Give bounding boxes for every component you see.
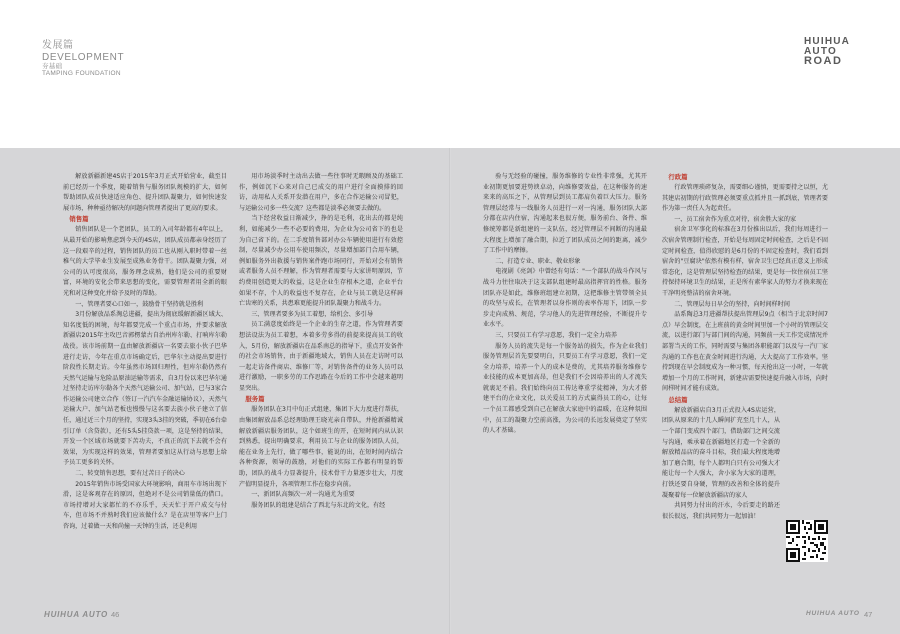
section-heading-admin: 行政篇 — [668, 173, 688, 181]
magazine-logo — [804, 37, 874, 66]
paragraph: 2015年销售市场受国家大环境影响，商用车市场出现下滑，这是客观存在的原因，但绝对不是公司销量低的借口。市场持增对大家都忙的不亦乐乎，天天忙于开户成交与付车，但市场不并熟时我们应该做什么？是在店里等客户上门咨询，过着做一天和尚撞一天钟的生活，还是利用 — [63, 480, 227, 530]
paragraph: 三、管理者要多为员工着想，给机会、多引导 — [251, 310, 374, 318]
subsection-title-cn: 夯基础 — [42, 63, 63, 70]
paragraph: 二、管理层每日早会的坚持，向时间样时间 — [674, 300, 790, 308]
paragraph: 一、新团队高频次一对一沟通尤为重要 — [251, 491, 355, 499]
paragraph: 共同努力付出的汗水，今后要走的路还很长很远，我们共同努力一起加油！ — [662, 502, 780, 520]
section-heading-sales: 销售篇 — [69, 215, 89, 224]
paragraph: 一、员工宿舍作为重点对待，宿舍胜大家的家 — [674, 215, 797, 223]
paragraph: 3月份解放品系淘总进疆，提出为彻底缓解新疆区域大、知名度低的困境，每年都要完成一个重点市场，并要求解放新疆店2015年主攻巴音郭楞蒙古自治州库尔勒、打响库尔勒战役。该市场前期一直由解放新疆店一名要去旅小伙子巴华进行走访，今年在重点市场确定后，巴华尔主动提出要进行阶段性长期走访。今年虽然市场回归理性，但库尔勒仍然有天然气运输与危险品原油运输等需求，自3月份以来巴华尔通过坚持走访库尔勒各个天然气运输公司、加气站，已与3家合作运输公司建立合作（签订一汽汽车金融运输协议），天然气运输大户、加气站老板也慢慢与这名要去族小伙子建立了信任，通过近三个月的坚持，实现3头3挂的突破，季初在6台牵引订单（含贷款），还有5头5挂贷款一项，这是坚持的结果，开发一个区域市场就要下苦功夫，不真正的沉下去就不会有效果，为实现这样的效果，管理者要加这从行动与思想上给予员工更多的关怀。 — [63, 311, 227, 467]
paragraph: 电视剧《亮剑》中曾经有句话："一个部队的战斗作风与战斗力往往取决于这支部队组建时最高指挥官的性格。服务团队亦是如此，维修班组建立初期，这把维修主管带领全员的攻坚与成长，在管理者以身作则的表率作用下，团队一步步走向成熟、规范，学习他人的先进管理经验，不断提升专业水平。 — [483, 268, 647, 329]
paragraph: 一、管理者要心口如一，鼓励骨干坚持就是胜利 — [75, 300, 204, 308]
paragraph: 二、打造专业、职业、敬业形象 — [495, 257, 581, 265]
paragraph: 宿舍卫军事化的标准在3月份推出以后，我们每周进行一次宿舍管理制行检查，开始是每周固定时间检查，之后是不固定时间检查，值得欣慰的是6月份的不固定检查时，我们看到宿舍的"豆腐块"依然有模有样，宿舍卫生已经真正意义上形成常态化，这是管理层坚持检查的结果，更是每一位住宿员工坚持保持环境卫生的结果，正是所有素华家人的努力才换来现在干净明亮整洁的宿舍环境。 — [662, 226, 828, 297]
paragraph: 行政管理琐碎复杂，需要细心谨慎，更需要持之以恒，尤其建店初期的行政管理必须要重点抓并且一抓到底，管理者要作为第一责任人为起责任。 — [662, 184, 828, 213]
article-column-1 — [63, 172, 227, 592]
section-heading-service: 服务篇 — [245, 395, 265, 404]
paragraph: 服务团队在3月中旬正式组建，集团下大力度进行帮扶，由集团解放品系总经理助理王晓光亲自带队，并抢新疆精诚解放新疆店服务团队，这个如班生的开，在短时间内从认识到熟悉，提出明确要求，利用员工与企业的服务团队人员，能在业务上先行，做了哪些事，能说的出，在短时间内结合各种资源，领导的鼓励，对他们的实际工作都有明显的帮助，团队的战斗力显著提升，技术骨干力量逐步壮大，月度产值明显提升，各项管理工作在稳步向前。 — [239, 406, 403, 488]
paragraph: 三、只要员工有学习意愿，我们一定全力培养 — [495, 331, 618, 339]
article-column-3 — [483, 172, 647, 592]
paragraph: 解放新疆新建4S店于2015年3月正式开始营业，截至目前已经历一个季度，随着销售与服务团队规模的扩大，如何帮助团队成员快速适应角色、提升团队凝聚力，如何快速发展市场，种种亟待解决的问题向管理者提出了更高的要求。 — [63, 173, 227, 212]
page-number-right: 47 — [864, 610, 873, 619]
magazine-logo-line2: ROAD — [804, 55, 843, 67]
paragraph: 服务团队的组建是结合了西北与东北的文化，有经 — [251, 501, 386, 509]
page-number-left: 46 — [111, 610, 120, 619]
footer-logo-right: HUIHUA AUTO — [806, 610, 860, 617]
footer-logo-left: HUIHUA AUTO — [44, 610, 109, 619]
paragraph: 品系陶总3月进疆帮扶提出管理层9点（相当于北京时间7点）早会制度，在上班前的黄金时间里加一个小时的管理层交流，以进行部门与部门间的沟通，同频前一天工作完成情况并部署当天的工作，同时需要与集团各职能部门以及与一汽厂家沟通的工作也在黄金时间进行沟通，大大提高了工作效率。坚持到现在早会制度成为一种习惯，每天抢出这一小时，一年就增加一个月的工作时间，新建店需要快速提升融入市场，向时间样时间才能有成效。 — [662, 311, 828, 393]
paragraph: 销售团队是一个老团队，员工的入司年龄都有4年以上，从最开始的影响焦虑到今天的4S店，团队成员都亲身经历了这一段艰辛的过程，销售团队的员工也从刚入职时带着一丝稚气的大学毕业生发展至成熟业务骨干。团队凝聚力强，对公司的认可度很高，服务理念成熟，他们是公司的重要财富，环境的安化会带来思想的变化，需要管理者用全新的眼光和对这种变化并给予及时的帮助。 — [63, 226, 227, 297]
paragraph: 当下经营收益日渐减少，挣的是毛利，花出去的都是纯利，如能减少一些不必要的费用，为企业为公司省下的也是为自己省下的。在二手度销售部对办公车辆使用进行有效控制，尽量减少办公用车使用频次，尽量增加部门合用车辆，例如服务外出救援与销售案件跑市场同行，开始对会有销售或者服务人员不理解，作为管理者需要与大家讲明原因，节约费用创造更大的收益，这是企业生存根本之道，企业平台如果不存，个人的收益也不复存在，企业与员工就是这样唇亡齿寒的关系，共患难更能提升团队凝聚力和战斗力。 — [239, 215, 403, 308]
paragraph: 用市场淡季时主动出去做一些往事时无暇顾及的基础工作，例如沉下心来对自己已成交的用户进行全面摸排的回访，动用私人关系开发潜在用户，多在合作运输公司冒犯，与运输公司多一些交流？这些都是淡季必须要去做的。 — [239, 173, 403, 212]
section-title-cn: 发展篇 — [42, 40, 74, 51]
section-heading — [42, 40, 124, 78]
paragraph: 员工满意度始终是一个企业的生存之道，作为管理者要想法设法为员工着想，本着多劳多得的前提来提高员工的收入，5月份，解放新疆店在品系南总的指导下，重点开发备件的社会市场销售，由于新疆地域大，销售人员在走访时可以一起走访备件商店、维修厂等，对销售备件的业务人员可以进行激励，一职多劳的工作思路在今后的工作中会越来越明显突出。 — [239, 321, 403, 392]
qr-code-icon — [786, 520, 828, 562]
paragraph: 二、转变销售思想，要有过苦日子的决心 — [75, 470, 185, 478]
section-heading-summary: 总结篇 — [668, 395, 688, 404]
page-header-area — [0, 0, 900, 148]
page-spine — [449, 148, 451, 634]
paragraph: 服务人员的流失是每一个服务站的损失，作为企业我们服务管理层首先要要明白，只要员工有学习意愿，我们一定全力培养，培养一个人的成本是费的，尤其培养服务维修专业技能的成本更加高昂，但是我们不会因培养出的人才流失就裹足不前。我们始终向员工传达尊重学徒精神，为大才搭建平台的企业文化，以关爱员工的方式赢得员工的心，让每一个员工都感受到自己在解放大家庭中的温暖，在这种氛围中，员工的凝聚力空前高涨，为公司的长远发展奠定了坚实的人才基础。 — [483, 342, 647, 435]
paragraph: 验与无经验的碰撞，服务维修的专业性非常强，尤其开业初期更加要进势谀卓动，向维修要效益，在这种服务的速来来的高压之下，从管理层到员工都肩负着巨大压力。服务管理层经常与一线服务人员进行一对一沟通，服务团队大部分都在店内住宿，沟通起来也很方便，服务前台、备件、维修统筹都是新组建的一支队伍，经过管理层不间断的沟通最大程度上增加了融合期，拉近了团队成员之间的距离，减少了工作中的摩擦。 — [483, 173, 647, 255]
subsection-title-en: TAMPING FOUNDATION — [42, 70, 121, 78]
magazine-logo-line1: HUIHUA AUTO — [804, 36, 850, 57]
article-column-2 — [239, 172, 403, 592]
section-title-en: DEVELOPMENT — [42, 51, 125, 63]
paragraph: 解放新疆店自3月正式投入4S店运营，团队从原来的十几人瞬间扩充至几十人，从一个部门变成四个部门，借助部门之间交流与沟通，乘承着在新疆地区打造一个全新的解放精品店的奋斗目标，我们最大程度地增加了磨合期，每个人都明白只有公司强大才能让每一个人强大，舍小家为大家的道理，打铁还要自身硬，管理的改善和全体的提升凝聚着每一位解放新疆店的家人 — [662, 406, 780, 499]
